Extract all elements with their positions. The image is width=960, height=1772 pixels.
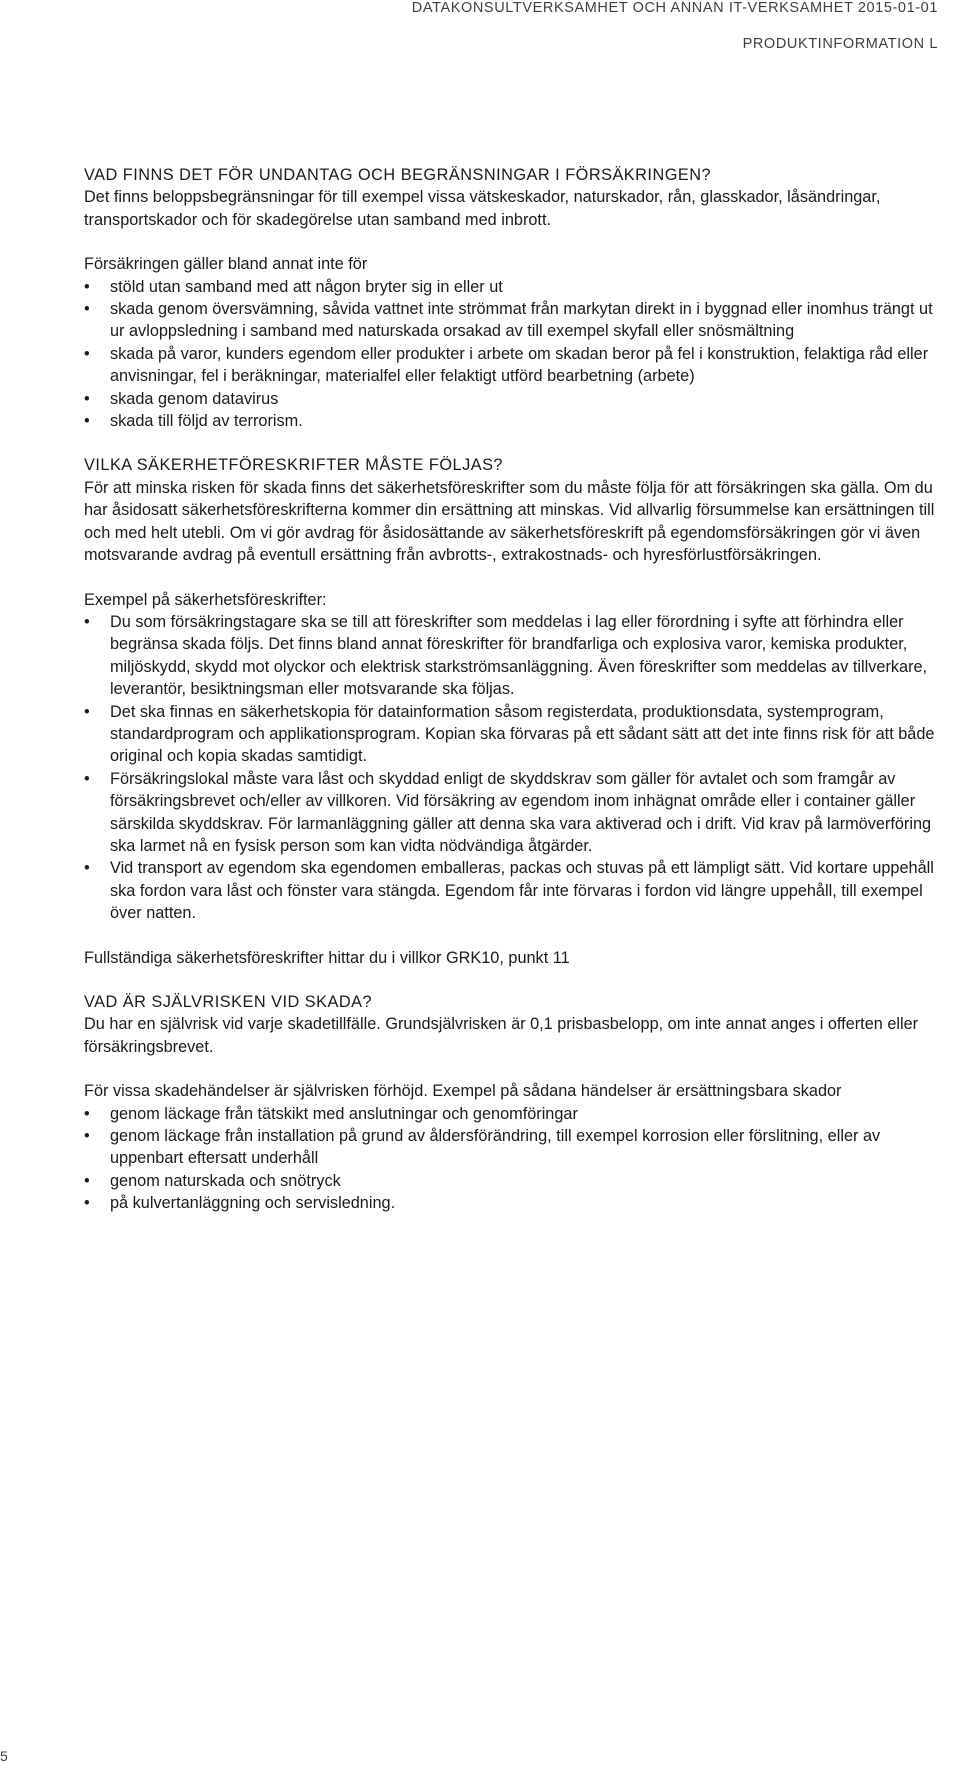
- list-item-text: Vid transport av egendom ska egendomen emballeras, packas och stuvas på ett lämpligt sätt. Vid kortare uppehåll ska fordon vara låst och fönster vara stängda. Egendom får inte förvaras i fordon vid längre uppehåll, till exempel över natten.: [110, 859, 934, 923]
- list-item: [84, 857, 942, 924]
- list-item-text: genom naturskada och snötryck: [110, 1171, 341, 1190]
- bullet-icon: •: [84, 859, 90, 878]
- list-item-text: Du som försäkringstagare ska se till att föreskrifter som meddelas i lag eller förordning i syfte att förhindra eller begränsa skada följs. Det finns bland annat föreskrifter för brandfarliga och explosiva varor, kemiska produkter, miljöskydd, skydd mot olyckor och elektrisk starkströmsanläggning. Även föreskrifter som meddelas av tillverkare, leverantör, besiktningsman eller motsvarande ska följas.: [110, 612, 928, 699]
- paragraph: Du har en självrisk vid varje skadetillfälle. Grundsjälvrisken är 0,1 prisbasbelopp, om inte annat anges i offerten eller försäkringsbrevet.: [84, 1015, 919, 1056]
- section-exclusions: [84, 164, 942, 432]
- list-intro: Exempel på säkerhetsföreskrifter:: [84, 590, 327, 609]
- section-heading: VAD FINNS DET FÖR UNDANTAG OCH BEGRÄNSNINGAR I FÖRSÄKRINGEN?: [84, 166, 712, 184]
- list-item: [84, 410, 942, 432]
- bullet-icon: •: [84, 389, 90, 408]
- section-heading: VAD ÄR SJÄLVRISKEN VID SKADA?: [84, 993, 373, 1011]
- list-item: [84, 611, 942, 701]
- section-deductible: [84, 991, 942, 1215]
- list-item-text: skada på varor, kunders egendom eller produkter i arbete om skadan beror på fel i konstruktion, felaktiga råd eller anvisningar, fel i beräkningar, materialfel eller felaktigt utförd bearbetning (arbete): [110, 344, 929, 386]
- bullet-icon: •: [84, 344, 90, 363]
- bullet-icon: •: [84, 1127, 90, 1146]
- list-item: [84, 1192, 942, 1214]
- paragraph: Det finns beloppsbegränsningar för till exempel vissa vätskeskador, naturskador, rån, glasskador, låsändringar, transportskador och för skadegörelse utan samband med inbrott.: [84, 188, 881, 229]
- list-item: [84, 1170, 942, 1192]
- bullet-icon: •: [84, 769, 90, 788]
- bullet-list: [84, 1103, 942, 1215]
- list-item-text: Försäkringslokal måste vara låst och skyddad enligt de skyddskrav som gäller för avtalet och som framgår av försäkringsbrevet och/eller av villkoren. Vid försäkring av egendom inom inhägnat område eller i container gäller särskilda skyddskrav. För larmanläggning gäller att denna ska vara aktiverad och i drift. Vid krav på larmöverföring ska larmet nå en fysisk person som kan vidta nödvändiga åtgärder.: [110, 769, 932, 855]
- list-item: [84, 701, 942, 768]
- bullet-list: [84, 276, 942, 433]
- list-item-text: genom läckage från installation på grund av åldersförändring, till exempel korrosion eller förslitning, eller av uppenbart eftersatt underhåll: [110, 1127, 881, 1168]
- list-item-text: skada genom översvämning, såvida vattnet inte strömmat från markytan direkt in i byggnad eller inomhus trängt ut ur avloppsledning i samband med naturskada orsakad av till exempel skyfall eller snösmältning: [110, 300, 933, 341]
- bullet-icon: •: [84, 277, 90, 296]
- list-item-text: skada till följd av terrorism.: [110, 412, 303, 431]
- section-safety-rules: [84, 454, 942, 969]
- list-item: [84, 276, 942, 298]
- list-intro: Försäkringen gäller bland annat inte för: [84, 255, 368, 274]
- bullet-icon: •: [84, 1194, 90, 1213]
- list-item: [84, 343, 942, 388]
- list-item-text: genom läckage från tätskikt med anslutningar och genomföringar: [110, 1104, 578, 1123]
- bullet-icon: •: [84, 1171, 90, 1190]
- bullet-icon: •: [84, 702, 90, 721]
- list-item: [84, 1125, 942, 1170]
- reference-note: Fullständiga säkerhetsföreskrifter hittar du i villkor GRK10, punkt 11: [84, 948, 570, 967]
- list-item-text: på kulvertanläggning och servisledning.: [110, 1194, 396, 1213]
- list-item-text: skada genom datavirus: [110, 389, 279, 408]
- paragraph: För att minska risken för skada finns det säkerhetsföreskrifter som du måste följa för att försäkringen ska gälla. Om du har åsidosatt säkerhetsföreskrifterna kommer din ersättning att minskas. Vid allvarlig försummelse kan ersättningen till och med helt utebli. Om vi gör avdrag för åsidosättande av säkerhetsföreskrift på egendomsförsäkringen gör vi även motsvarande avdrag på eventull ersättning från avbrotts-, extrakostnads- och hyresförlustförsäkringen.: [84, 478, 935, 565]
- list-item-text: stöld utan samband med att någon bryter sig in eller ut: [110, 277, 503, 296]
- document-header-subtitle: PRODUKTINFORMATION L: [742, 36, 938, 52]
- list-intro: För vissa skadehändelser är självrisken förhöjd. Exempel på sådana händelser är ersättningsbara skador: [84, 1082, 842, 1101]
- list-item: [84, 768, 942, 858]
- list-item: [84, 1103, 942, 1125]
- bullet-icon: •: [84, 300, 90, 319]
- list-item: [84, 298, 942, 343]
- page-number: 5: [0, 1748, 8, 1764]
- list-item: [84, 388, 942, 410]
- bullet-icon: •: [84, 612, 90, 631]
- bullet-icon: •: [84, 412, 90, 431]
- document-body: [84, 164, 942, 1215]
- section-heading: VILKA SÄKERHETFÖRESKRIFTER MÅSTE FÖLJAS?: [84, 456, 503, 475]
- document-header-title: DATAKONSULTVERKSAMHET OCH ANNAN IT-VERKSAMHET 2015-01-01: [411, 0, 938, 16]
- bullet-icon: •: [84, 1104, 90, 1123]
- bullet-list: [84, 611, 942, 925]
- list-item-text: Det ska finnas en säkerhetskopia för datainformation såsom registerdata, produktionsdata, systemprogram, standardprogram och applikationsprogram. Kopian ska förvaras på ett sådant sätt att det inte finns risk för att både original och kopia skadas samtidigt.: [110, 702, 935, 766]
